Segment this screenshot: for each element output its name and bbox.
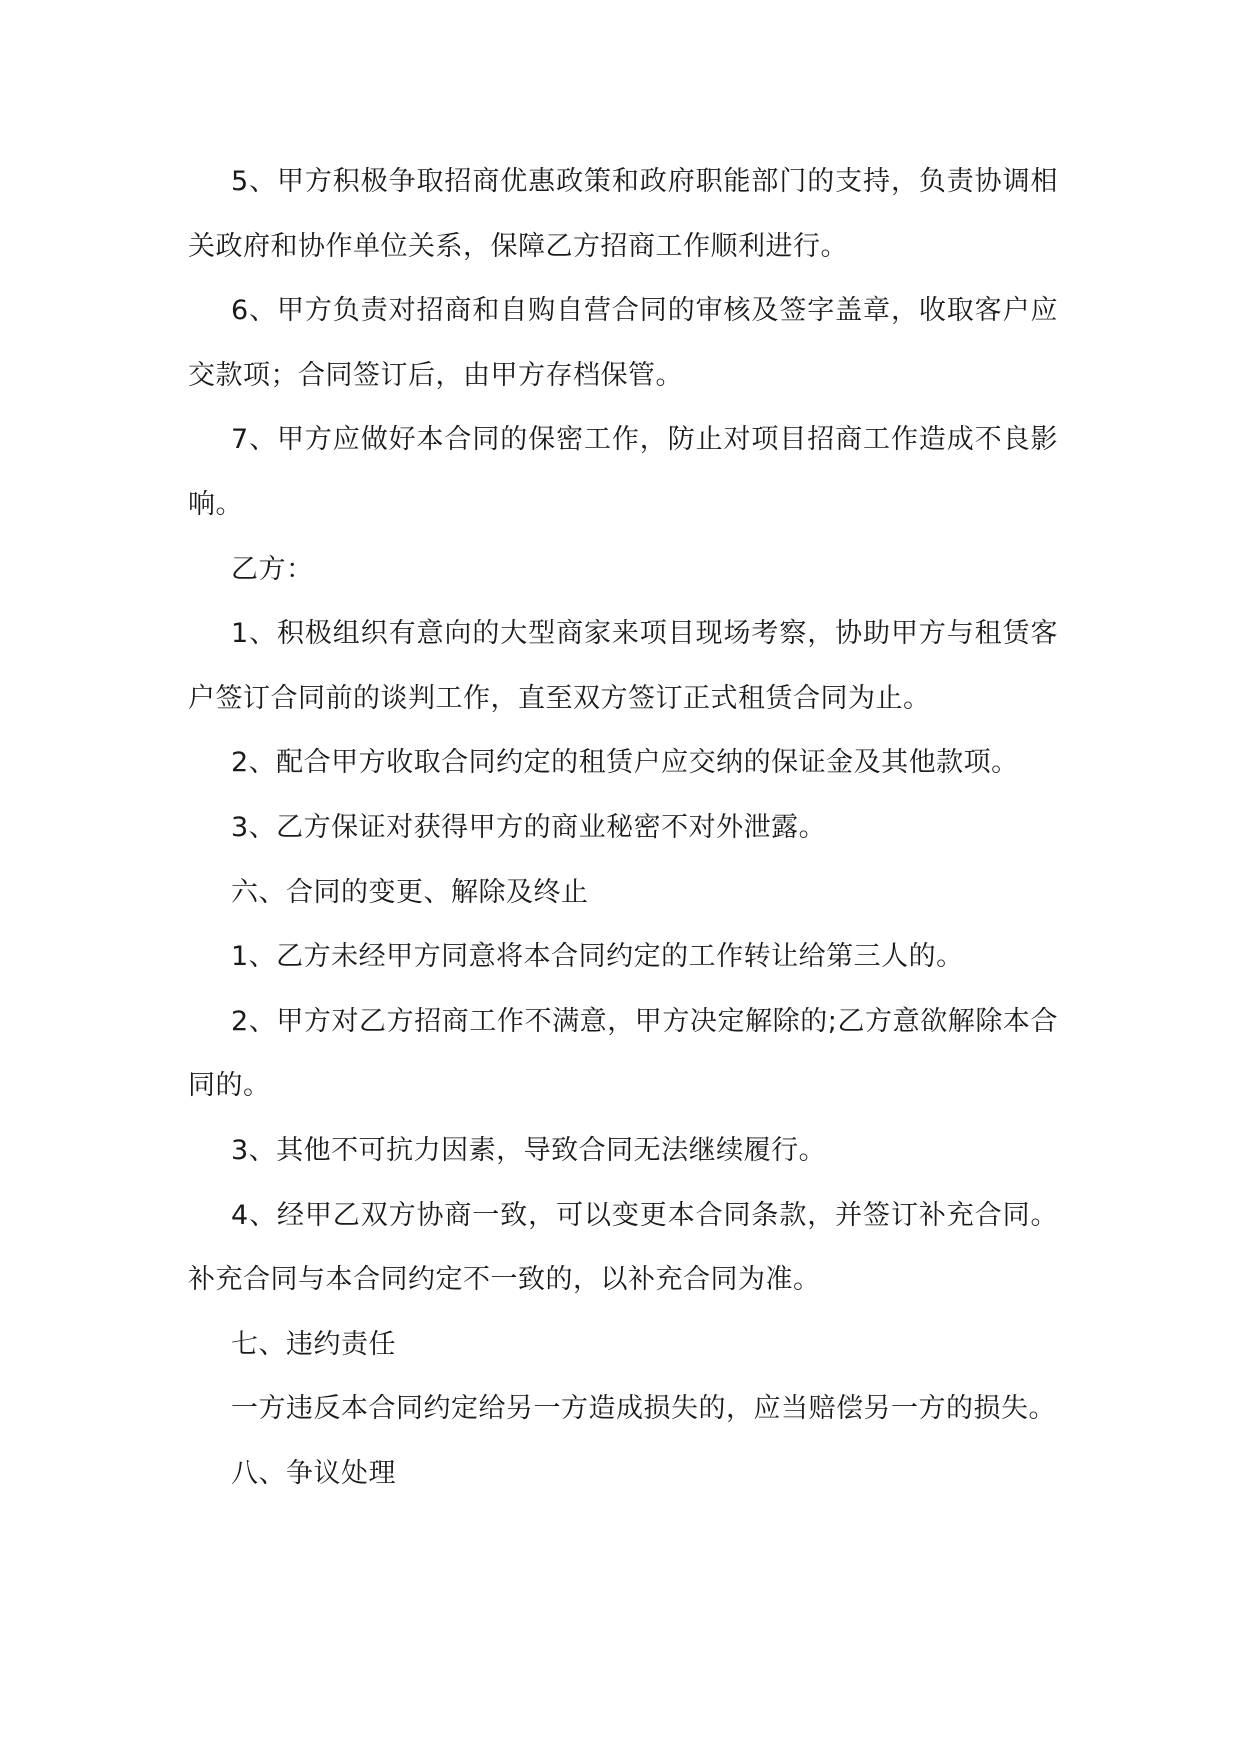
clause-paragraph: 4、经甲乙双方协商一致，可以变更本合同条款，并签订补充合同。补充合同与本合同约定不一致的，以补充合同为准。: [188, 1199, 1058, 1296]
section-heading: 七、违约责任: [231, 1328, 396, 1360]
section-heading: 八、争议处理: [231, 1457, 396, 1489]
clause-paragraph: 一方违反本合同约定给另一方造成损失的，应当赔偿另一方的损失。: [231, 1393, 1056, 1425]
clause-paragraph: 1、积极组织有意向的大型商家来项目现场考察，协助甲方与租赁客户签订合同前的谈判工作，直至双方签订正式租赁合同为止。: [188, 618, 1058, 714]
clause-paragraph: 1、乙方未经甲方同意将本合同约定的工作转让给第三人的。: [231, 941, 964, 973]
clause-paragraph: 2、甲方对乙方招商工作不满意，甲方决定解除的;乙方意欲解除本合同的。: [188, 1005, 1058, 1102]
clause-paragraph: 7、甲方应做好本合同的保密工作，防止对项目招商工作造成不良影响。: [188, 424, 1058, 520]
clause-paragraph: 2、配合甲方收取合同约定的租赁户应交纳的保证金及其他款项。: [231, 747, 1019, 779]
clause-paragraph: 3、其他不可抗力因素，导致合同无法继续履行。: [231, 1134, 827, 1166]
party-heading: 乙方：: [231, 553, 314, 585]
document-body: [188, 150, 1058, 1506]
clause-paragraph: 6、甲方负责对招商和自购自营合同的审核及签字盖章，收取客户应交款项；合同签订后，由甲方存档保管。: [188, 295, 1058, 391]
section-heading: 六、合同的变更、解除及终止: [231, 876, 589, 908]
clause-paragraph: 5、甲方积极争取招商优惠政策和政府职能部门的支持，负责协调相关政府和协作单位关系，保障乙方招商工作顺利进行。: [188, 166, 1058, 262]
clause-paragraph: 3、乙方保证对获得甲方的商业秘密不对外泄露。: [231, 811, 827, 843]
